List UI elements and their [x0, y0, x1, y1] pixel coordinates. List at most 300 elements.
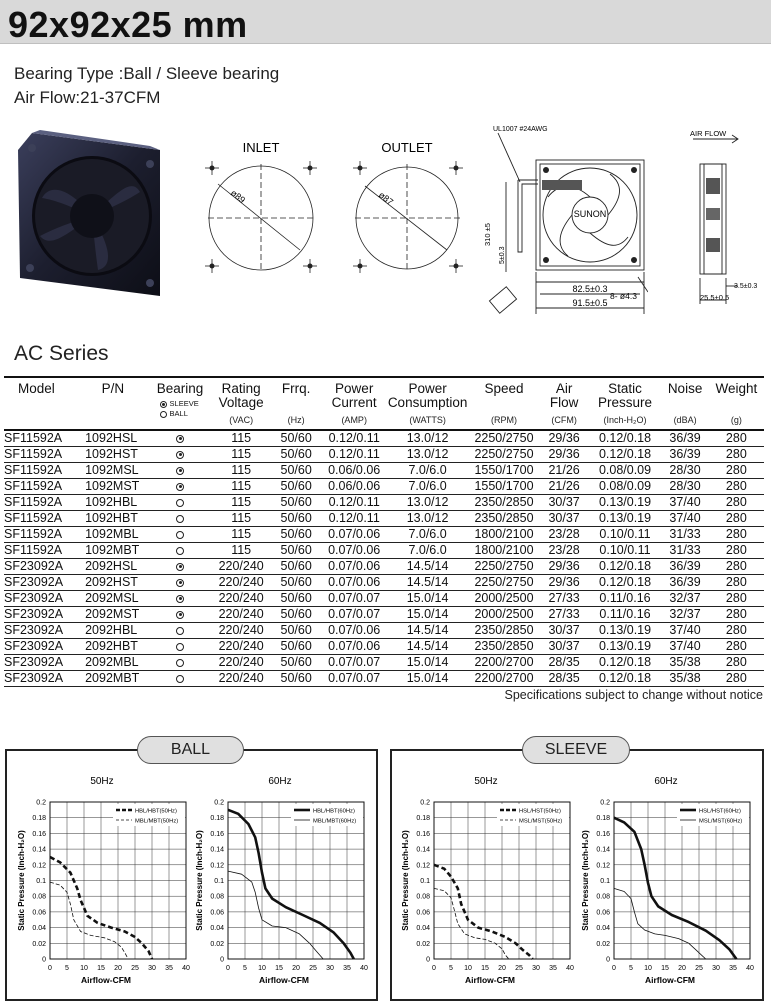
y-tick-label: 0.08 — [596, 893, 610, 901]
sleeve-symbol-icon — [176, 435, 184, 443]
x-tick-label: 15 — [661, 965, 669, 972]
x-tick-label: 15 — [275, 965, 283, 972]
cell-consumption: 7.0/6.0 — [387, 543, 469, 559]
side-dimension-drawing — [688, 128, 768, 306]
cell-pressure: 0.13/0.19 — [589, 623, 662, 639]
cell-pn: 2092HBT — [77, 639, 148, 655]
cell-pressure: 0.08/0.09 — [589, 479, 662, 495]
cell-consumption: 15.0/14 — [387, 607, 469, 623]
cell-airflow: 28/35 — [540, 671, 589, 687]
cell-voltage: 115 — [212, 527, 271, 543]
cell-current: 0.07/0.07 — [322, 655, 387, 671]
sleeve-symbol-icon — [176, 483, 184, 491]
x-tick-label: 20 — [498, 965, 506, 972]
cell-weight: 280 — [709, 671, 764, 687]
col-speed: Speed (RPM) — [468, 377, 539, 430]
y-tick-label: 0.12 — [210, 862, 224, 870]
cell-weight: 280 — [709, 527, 764, 543]
y-tick-label: 0.16 — [596, 830, 610, 838]
cell-bearing — [149, 575, 212, 591]
wire-label: UL1007 #24AWG — [493, 126, 548, 133]
sleeve-symbol-icon — [176, 563, 184, 571]
x-tick-label: 35 — [729, 965, 737, 972]
cell-bearing — [149, 591, 212, 607]
x-tick-label: 40 — [182, 965, 190, 972]
cell-voltage: 220/240 — [212, 639, 271, 655]
cell-speed: 2350/2850 — [468, 511, 539, 527]
legend-label: HBL/HBT(50Hz) — [135, 808, 177, 815]
y-axis-label: Static Pressure (Inch-H₂O) — [581, 830, 590, 931]
outlet-diameter: ø87 — [376, 189, 396, 208]
cell-consumption: 15.0/14 — [387, 591, 469, 607]
ball-60hz-chart — [192, 772, 372, 994]
y-tick-label: 0 — [426, 956, 430, 964]
table-row — [4, 591, 764, 607]
cell-noise: 37/40 — [661, 511, 708, 527]
table-row — [4, 655, 764, 671]
cell-pressure: 0.12/0.18 — [589, 671, 662, 687]
cell-current: 0.06/0.06 — [322, 463, 387, 479]
cell-noise: 28/30 — [661, 479, 708, 495]
x-tick-label: 30 — [148, 965, 156, 972]
cell-model: SF23092A — [4, 607, 77, 623]
cell-consumption: 13.0/12 — [387, 495, 469, 511]
cell-airflow: 23/28 — [540, 543, 589, 559]
y-tick-label: 0.02 — [416, 940, 430, 948]
cell-freq: 50/60 — [271, 527, 322, 543]
cell-airflow: 30/37 — [540, 639, 589, 655]
y-tick-label: 0.1 — [214, 878, 224, 885]
col-freq: Frrq. (Hz) — [271, 377, 322, 430]
cell-noise: 36/39 — [661, 559, 708, 575]
y-tick-label: 0.14 — [596, 846, 610, 854]
x-tick-label: 10 — [80, 965, 88, 972]
sleeve-60hz-chart — [578, 772, 758, 994]
y-tick-label: 0.08 — [32, 893, 46, 901]
cell-current: 0.07/0.06 — [322, 543, 387, 559]
cell-pn: 2092HST — [77, 575, 148, 591]
cell-pressure: 0.11/0.16 — [589, 591, 662, 607]
x-tick-label: 25 — [309, 965, 317, 972]
y-tick-label: 0.02 — [210, 940, 224, 948]
cell-freq: 50/60 — [271, 430, 322, 447]
cell-weight: 280 — [709, 479, 764, 495]
chart-title: 50Hz — [474, 776, 498, 787]
x-tick-label: 40 — [746, 965, 754, 972]
ball-symbol-icon — [176, 675, 184, 683]
cell-bearing — [149, 623, 212, 639]
cell-airflow: 30/37 — [540, 623, 589, 639]
cell-bearing — [149, 430, 212, 447]
cell-model: SF23092A — [4, 623, 77, 639]
cell-airflow: 28/35 — [540, 655, 589, 671]
table-row — [4, 511, 764, 527]
cell-model: SF11592A — [4, 463, 77, 479]
disclaimer-note: Specifications subject to change without notice — [504, 688, 763, 702]
cell-weight: 280 — [709, 495, 764, 511]
cell-airflow: 21/26 — [540, 479, 589, 495]
cell-bearing — [149, 671, 212, 687]
col-current: Power Current (AMP) — [322, 377, 387, 430]
cell-voltage: 115 — [212, 463, 271, 479]
y-tick-label: 0.1 — [36, 878, 46, 885]
cell-pn: 1092HBT — [77, 511, 148, 527]
cell-consumption: 14.5/14 — [387, 559, 469, 575]
cell-weight: 280 — [709, 607, 764, 623]
cell-current: 0.12/0.11 — [322, 430, 387, 447]
x-tick-label: 5 — [449, 965, 453, 972]
cell-airflow: 30/37 — [540, 495, 589, 511]
col-model: Model — [4, 377, 77, 430]
x-tick-label: 25 — [131, 965, 139, 972]
legend-label: HSL/HST(50Hz) — [519, 808, 561, 815]
cell-pressure: 0.08/0.09 — [589, 463, 662, 479]
cell-weight: 280 — [709, 511, 764, 527]
spec-table — [4, 376, 764, 687]
cell-bearing — [149, 559, 212, 575]
x-tick-label: 15 — [481, 965, 489, 972]
cell-noise: 31/33 — [661, 527, 708, 543]
cell-bearing — [149, 543, 212, 559]
cell-pressure: 0.10/0.11 — [589, 527, 662, 543]
ball-symbol-icon — [176, 627, 184, 635]
dim-82-5: 82.5±0.3 — [572, 284, 608, 294]
cell-model: SF11592A — [4, 495, 77, 511]
cell-voltage: 115 — [212, 495, 271, 511]
cell-speed: 2000/2500 — [468, 607, 539, 623]
x-tick-label: 40 — [360, 965, 368, 972]
cell-speed: 2250/2750 — [468, 559, 539, 575]
bearing-type: Bearing Type :Ball / Sleeve bearing — [14, 64, 280, 83]
cell-model: SF23092A — [4, 559, 77, 575]
x-tick-label: 35 — [165, 965, 173, 972]
cell-bearing — [149, 655, 212, 671]
cell-pressure: 0.12/0.18 — [589, 447, 662, 463]
y-tick-label: 0.08 — [210, 893, 224, 901]
col-pn: P/N — [77, 377, 148, 430]
cell-airflow: 27/33 — [540, 591, 589, 607]
sleeve-50hz-chart — [398, 772, 578, 994]
cell-voltage: 115 — [212, 543, 271, 559]
x-tick-label: 30 — [712, 965, 720, 972]
cell-current: 0.12/0.11 — [322, 495, 387, 511]
sleeve-symbol-icon — [176, 467, 184, 475]
y-tick-label: 0.1 — [600, 878, 610, 885]
cell-freq: 50/60 — [271, 511, 322, 527]
cell-freq: 50/60 — [271, 639, 322, 655]
cell-noise: 31/33 — [661, 543, 708, 559]
cell-speed: 2250/2750 — [468, 575, 539, 591]
y-tick-label: 0.02 — [32, 940, 46, 948]
cell-freq: 50/60 — [271, 591, 322, 607]
cell-weight: 280 — [709, 447, 764, 463]
page-title: 92x92x25 mm — [8, 4, 248, 45]
inlet-diameter: ø89 — [228, 187, 248, 206]
cell-pressure: 0.13/0.19 — [589, 511, 662, 527]
cell-model: SF23092A — [4, 575, 77, 591]
cell-consumption: 14.5/14 — [387, 623, 469, 639]
cell-freq: 50/60 — [271, 463, 322, 479]
outlet-label: OUTLET — [381, 140, 433, 155]
y-tick-label: 0.06 — [210, 909, 224, 917]
cell-current: 0.07/0.07 — [322, 591, 387, 607]
x-tick-label: 20 — [678, 965, 686, 972]
cell-pn: 1092MSL — [77, 463, 148, 479]
ball-symbol-icon — [160, 411, 167, 418]
x-tick-label: 30 — [532, 965, 540, 972]
cell-voltage: 220/240 — [212, 607, 271, 623]
y-tick-label: 0.16 — [32, 830, 46, 838]
cell-model: SF23092A — [4, 671, 77, 687]
ball-symbol-icon — [176, 547, 184, 555]
cell-pressure: 0.11/0.16 — [589, 607, 662, 623]
y-tick-label: 0 — [42, 956, 46, 964]
cell-speed: 2350/2850 — [468, 639, 539, 655]
fan-photo — [10, 128, 170, 303]
sleeve-symbol-icon — [176, 595, 184, 603]
table-row — [4, 495, 764, 511]
cell-consumption: 14.5/14 — [387, 575, 469, 591]
legend-label: HSL/HST(60Hz) — [699, 808, 741, 815]
y-tick-label: 0 — [606, 956, 610, 964]
ball-symbol-icon — [176, 531, 184, 539]
cell-pn: 1092MBT — [77, 543, 148, 559]
inlet-label: INLET — [242, 140, 280, 155]
y-tick-label: 0.18 — [32, 815, 46, 823]
x-tick-label: 15 — [97, 965, 105, 972]
chart-title: 60Hz — [268, 776, 292, 787]
cell-pressure: 0.12/0.18 — [589, 575, 662, 591]
y-tick-label: 0.04 — [210, 925, 224, 933]
section-title: AC Series — [14, 342, 109, 365]
cell-speed: 1550/1700 — [468, 479, 539, 495]
sleeve-symbol-icon — [160, 401, 167, 408]
legend-label: HBL/HBT(60Hz) — [313, 808, 355, 815]
cell-freq: 50/60 — [271, 479, 322, 495]
cell-pressure: 0.13/0.19 — [589, 495, 662, 511]
cell-voltage: 220/240 — [212, 575, 271, 591]
brand-label: SUNON — [573, 209, 607, 219]
cell-noise: 37/40 — [661, 623, 708, 639]
x-tick-label: 35 — [549, 965, 557, 972]
y-tick-label: 0.08 — [416, 893, 430, 901]
y-tick-label: 0.18 — [416, 815, 430, 823]
y-tick-label: 0.14 — [32, 846, 46, 854]
ball-50hz-chart — [14, 772, 194, 994]
y-axis-label: Static Pressure (Inch-H₂O) — [17, 830, 26, 931]
y-tick-label: 0.04 — [32, 925, 46, 933]
table-row — [4, 527, 764, 543]
col-weight: Weight (g) — [709, 377, 764, 430]
cell-pn: 1092MST — [77, 479, 148, 495]
cell-pn: 2092HSL — [77, 559, 148, 575]
x-tick-label: 5 — [65, 965, 69, 972]
dim-lead: 310 ±5 — [483, 223, 492, 246]
cell-voltage: 115 — [212, 511, 271, 527]
cell-voltage: 115 — [212, 479, 271, 495]
cell-freq: 50/60 — [271, 655, 322, 671]
y-tick-label: 0.02 — [596, 940, 610, 948]
legend-label: MSL/MST(60Hz) — [699, 818, 743, 825]
cell-voltage: 220/240 — [212, 559, 271, 575]
cell-voltage: 220/240 — [212, 655, 271, 671]
series-line-medium — [50, 882, 128, 959]
dim-3-5: 3.5±0.3 — [734, 283, 758, 290]
cell-noise: 36/39 — [661, 447, 708, 463]
legend-label: MSL/MST(50Hz) — [519, 818, 563, 825]
cell-voltage: 115 — [212, 447, 271, 463]
chart-title: 50Hz — [90, 776, 114, 787]
x-tick-label: 10 — [464, 965, 472, 972]
cell-voltage: 220/240 — [212, 591, 271, 607]
x-tick-label: 35 — [343, 965, 351, 972]
table-row — [4, 671, 764, 687]
cell-noise: 36/39 — [661, 575, 708, 591]
col-voltage: Rating Voltage (VAC) — [212, 377, 271, 430]
cell-noise: 32/37 — [661, 591, 708, 607]
legend-label: MBL/MBT(60Hz) — [313, 818, 357, 825]
cell-speed: 2250/2750 — [468, 447, 539, 463]
cell-weight: 280 — [709, 639, 764, 655]
dim-hole: 8- ø4.3 — [610, 291, 637, 301]
y-axis-label: Static Pressure (Inch-H₂O) — [401, 830, 410, 931]
x-axis-label: Airflow-CFM — [80, 975, 132, 985]
front-dimension-drawing — [478, 122, 648, 320]
cell-current: 0.07/0.07 — [322, 671, 387, 687]
col-bearing: Bearing SLEEVE BALL — [149, 377, 212, 430]
cell-bearing — [149, 511, 212, 527]
x-tick-label: 40 — [566, 965, 574, 972]
cell-weight: 280 — [709, 463, 764, 479]
col-pressure: Static Pressure (Inch-H₂O) — [589, 377, 662, 430]
cell-current: 0.07/0.06 — [322, 559, 387, 575]
cell-bearing — [149, 639, 212, 655]
cell-bearing — [149, 479, 212, 495]
airflow-label: AIR FLOW — [690, 129, 727, 138]
cell-weight: 280 — [709, 543, 764, 559]
table-row — [4, 479, 764, 495]
cell-model: SF11592A — [4, 543, 77, 559]
cell-current: 0.07/0.06 — [322, 639, 387, 655]
y-tick-label: 0.16 — [210, 830, 224, 838]
table-row — [4, 430, 764, 447]
sleeve-tab: SLEEVE — [522, 736, 630, 764]
cell-model: SF23092A — [4, 655, 77, 671]
cell-voltage: 220/240 — [212, 671, 271, 687]
title-bar — [0, 0, 771, 44]
y-tick-label: 0.14 — [210, 846, 224, 854]
cell-consumption: 15.0/14 — [387, 655, 469, 671]
ball-symbol-icon — [176, 643, 184, 651]
cell-pressure: 0.10/0.11 — [589, 543, 662, 559]
sleeve-symbol-icon — [176, 451, 184, 459]
inlet-outlet-drawing — [200, 136, 480, 286]
cell-speed: 1800/2100 — [468, 527, 539, 543]
x-tick-label: 0 — [612, 965, 616, 972]
table-row — [4, 607, 764, 623]
cell-model: SF23092A — [4, 591, 77, 607]
cell-speed: 2350/2850 — [468, 495, 539, 511]
cell-freq: 50/60 — [271, 447, 322, 463]
cell-weight: 280 — [709, 623, 764, 639]
cell-freq: 50/60 — [271, 623, 322, 639]
cell-airflow: 29/36 — [540, 447, 589, 463]
x-axis-label: Airflow-CFM — [644, 975, 696, 985]
x-tick-label: 5 — [629, 965, 633, 972]
cell-weight: 280 — [709, 559, 764, 575]
y-tick-label: 0.16 — [416, 830, 430, 838]
cell-weight: 280 — [709, 655, 764, 671]
x-axis-label: Airflow-CFM — [464, 975, 516, 985]
y-tick-label: 0.04 — [416, 925, 430, 933]
table-row — [4, 543, 764, 559]
cell-noise: 36/39 — [661, 430, 708, 447]
cell-model: SF11592A — [4, 447, 77, 463]
ball-tab: BALL — [137, 736, 244, 764]
cell-consumption: 13.0/12 — [387, 511, 469, 527]
cell-speed: 2350/2850 — [468, 623, 539, 639]
cell-pn: 2092MBT — [77, 671, 148, 687]
table-row — [4, 447, 764, 463]
cell-speed: 1800/2100 — [468, 543, 539, 559]
y-tick-label: 0.04 — [596, 925, 610, 933]
cell-consumption: 7.0/6.0 — [387, 527, 469, 543]
y-tick-label: 0.12 — [596, 862, 610, 870]
cell-model: SF23092A — [4, 639, 77, 655]
cell-noise: 28/30 — [661, 463, 708, 479]
cell-consumption: 13.0/12 — [387, 447, 469, 463]
cell-pressure: 0.12/0.18 — [589, 430, 662, 447]
cell-pn: 1092HST — [77, 447, 148, 463]
cell-current: 0.07/0.06 — [322, 623, 387, 639]
air-flow: Air Flow:21-37CFM — [14, 88, 161, 107]
dim-25-5: 25.5±0.5 — [700, 293, 730, 302]
x-tick-label: 0 — [226, 965, 230, 972]
cell-current: 0.07/0.06 — [322, 527, 387, 543]
cell-freq: 50/60 — [271, 671, 322, 687]
cell-bearing — [149, 463, 212, 479]
cell-speed: 2250/2750 — [468, 430, 539, 447]
y-tick-label: 0.2 — [600, 799, 610, 807]
cell-weight: 280 — [709, 430, 764, 447]
cell-speed: 1550/1700 — [468, 463, 539, 479]
col-airflow: Air Flow (CFM) — [540, 377, 589, 430]
y-tick-label: 0.2 — [214, 799, 224, 807]
cell-speed: 2200/2700 — [468, 671, 539, 687]
x-tick-label: 30 — [326, 965, 334, 972]
cell-airflow: 21/26 — [540, 463, 589, 479]
legend-label: MBL/MBT(50Hz) — [135, 818, 179, 825]
cell-pn: 2092HBL — [77, 623, 148, 639]
cell-consumption: 7.0/6.0 — [387, 463, 469, 479]
table-row — [4, 559, 764, 575]
series-line-high — [228, 810, 357, 959]
x-tick-label: 0 — [48, 965, 52, 972]
cell-current: 0.07/0.07 — [322, 607, 387, 623]
cell-current: 0.07/0.06 — [322, 575, 387, 591]
y-tick-label: 0.18 — [210, 815, 224, 823]
cell-noise: 37/40 — [661, 495, 708, 511]
cell-pn: 2092MSL — [77, 591, 148, 607]
cell-speed: 2000/2500 — [468, 591, 539, 607]
cell-model: SF11592A — [4, 527, 77, 543]
table-row — [4, 575, 764, 591]
cell-noise: 35/38 — [661, 671, 708, 687]
cell-current: 0.06/0.06 — [322, 479, 387, 495]
table-row — [4, 639, 764, 655]
sleeve-symbol-icon — [176, 579, 184, 587]
cell-consumption: 13.0/12 — [387, 430, 469, 447]
